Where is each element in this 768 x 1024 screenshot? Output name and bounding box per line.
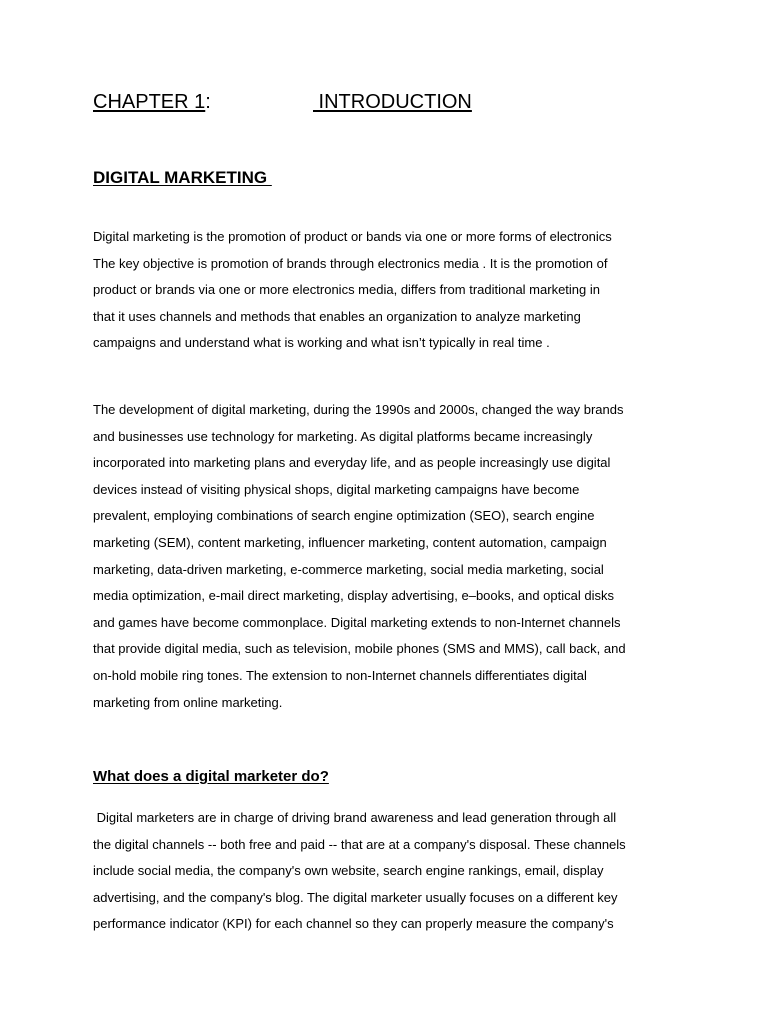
chapter-number: CHAPTER 1 (93, 91, 206, 113)
paragraph-line: the digital channels -- both free and paid -- that are at a company's disposal. These channels (93, 836, 626, 852)
paragraph-line: Digital marketing is the promotion of product or bands via one or more forms of electronics (93, 229, 612, 244)
paragraph-line: The key objective is promotion of brands through electronics media . It is the promotion of (93, 255, 608, 271)
paragraph-line: incorporated into marketing plans and everyday life, and as people increasingly use digital (93, 455, 611, 471)
subheading: What does a digital marketer do? (93, 768, 329, 785)
paragraph-line: on-hold mobile ring tones. The extension to non-Internet channels differentiates digital (93, 667, 587, 683)
paragraph-line: that provide digital media, such as television, mobile phones (SMS and MMS), call back, and (93, 641, 626, 657)
paragraph-line: Digital marketers are in charge of driving brand awareness and lead generation through all (93, 810, 617, 825)
paragraph-line: include social media, the company's own website, search engine rankings, email, display (93, 863, 604, 879)
paragraph-line: that it uses channels and methods that enables an organization to analyze marketing (93, 308, 581, 324)
paragraph-marketer-role (93, 805, 683, 938)
paragraph-line: The development of digital marketing, during the 1990s and 2000s, changed the way brands (93, 402, 624, 417)
paragraph-line: performance indicator (KPI) for each channel so they can properly measure the company's (93, 916, 614, 932)
paragraph-line: devices instead of visiting physical shops, digital marketing campaigns have become (93, 481, 580, 497)
paragraph-line: and businesses use technology for marketing. As digital platforms became increasingly (93, 428, 593, 444)
paragraph-line: advertising, and the company's blog. The digital marketer usually focuses on a different key (93, 889, 618, 905)
paragraph-line: product or brands via one or more electronics media, differs from traditional marketing in (93, 282, 600, 298)
paragraph-line: marketing from online marketing. (93, 694, 283, 710)
chapter-colon: : (205, 91, 211, 113)
paragraph-line: prevalent, employing combinations of search engine optimization (SEO), search engine (93, 508, 595, 524)
paragraph-line: marketing, data-driven marketing, e-commerce marketing, social media marketing, social (93, 561, 604, 577)
paragraph-definition (93, 224, 683, 357)
chapter-label (93, 89, 211, 115)
paragraph-development (93, 397, 683, 716)
paragraph-line: campaigns and understand what is working and what isn’t typically in real time . (93, 335, 550, 351)
paragraph-line: and games have become commonplace. Digital marketing extends to non-Internet channels (93, 614, 621, 630)
chapter-title: INTRODUCTION (313, 91, 472, 113)
section-heading: DIGITAL MARKETING (93, 168, 272, 187)
paragraph-line: marketing (SEM), content marketing, influencer marketing, content automation, campaign (93, 534, 607, 550)
paragraph-line: media optimization, e-mail direct marketing, display advertising, e–books, and optical disks (93, 588, 614, 604)
